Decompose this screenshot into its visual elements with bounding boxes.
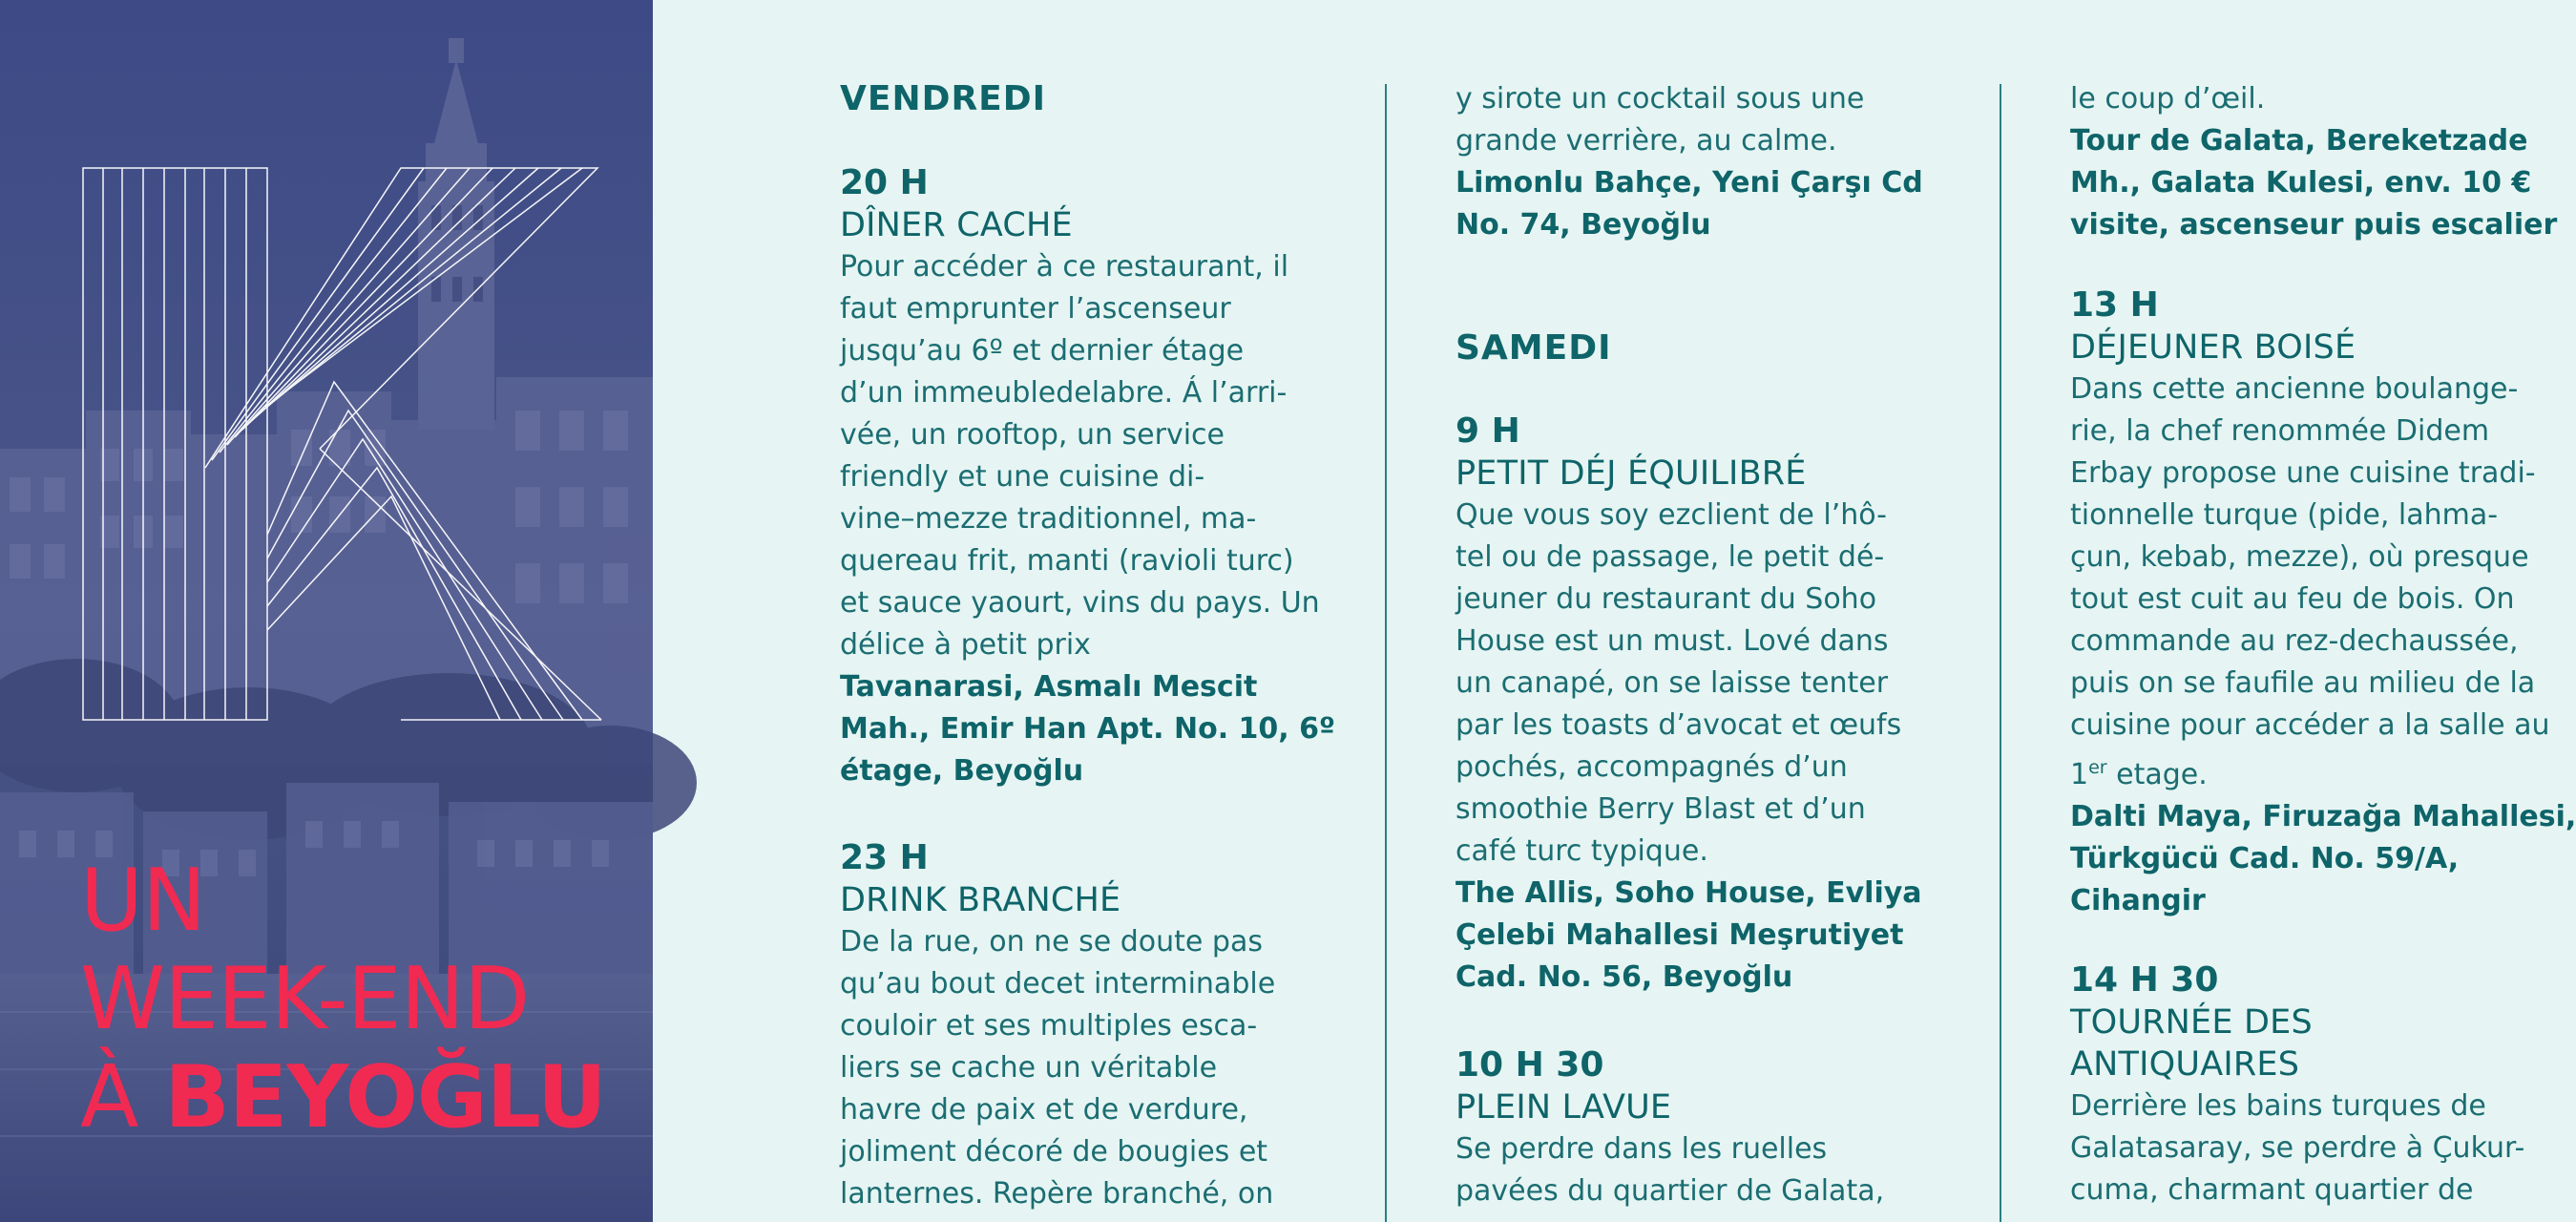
continued-text bbox=[2070, 78, 2557, 246]
event-address-line: The Allis, Soho House, Evliya bbox=[1456, 876, 1922, 910]
event-body-line: grande verrière, au calme. bbox=[1456, 124, 1837, 158]
ordinal-number: 1 bbox=[2070, 758, 2089, 791]
column-divider bbox=[2000, 84, 2001, 1222]
event-body-line: tout est cuit au feu de bois. On bbox=[2070, 582, 2515, 616]
cover-photo bbox=[0, 0, 653, 1222]
event-address-line: visite, ascenseur puis escalier bbox=[2070, 208, 2558, 242]
event-body-line: smoothie Berry Blast et d’un bbox=[1456, 792, 1866, 826]
event-body-line: pochés, accompagnés d’un bbox=[1456, 750, 1848, 784]
column-divider bbox=[1385, 84, 1387, 1222]
event-address-line: Limonlu Bahçe, Yeni Çarşı Cd bbox=[1456, 166, 1923, 200]
event-block bbox=[840, 162, 1335, 792]
event-title: DRINK BRANCHÉ bbox=[840, 881, 1121, 919]
event-body-line: tel ou de passage, le petit dé- bbox=[1456, 540, 1885, 574]
event-body-line: havre de paix et de verdure, bbox=[840, 1093, 1248, 1127]
event-body-line: par les toasts d’avocat et œufs bbox=[1456, 708, 1902, 742]
event-title: ANTIQUAIRES bbox=[2070, 1045, 2300, 1084]
event-body-line: quereau frit, manti (ravioli turc) bbox=[840, 544, 1294, 578]
ordinal-suffix: er bbox=[2088, 757, 2107, 778]
column-friday bbox=[840, 0, 1336, 1222]
event-body-line: Galatasaray, se perdre à Çukur- bbox=[2070, 1131, 2525, 1165]
event-address-line: Cihangir bbox=[2070, 884, 2206, 917]
event-address-line: No. 74, Beyoğlu bbox=[1456, 208, 1711, 242]
event-title: PETIT DÉJ ÉQUILIBRÉ bbox=[1456, 454, 1807, 493]
event-address-line: Cad. No. 56, Beyoğlu bbox=[1456, 960, 1793, 994]
event-address-line: étage, Beyoğlu bbox=[840, 754, 1084, 788]
event-body-line: friendly et une cuisine di- bbox=[840, 460, 1205, 494]
event-block bbox=[840, 837, 1275, 1215]
event-time: 13 H bbox=[2070, 285, 2159, 325]
event-body-line: pavées du quartier de Galata, bbox=[1456, 1174, 1885, 1208]
event-body-line: çun, kebab, mezze), où presque bbox=[2070, 540, 2529, 574]
headline-line-3-prefix: À bbox=[80, 1047, 165, 1148]
event-time: 20 H bbox=[840, 163, 929, 202]
event-body-line: cuisine pour accéder a la salle au bbox=[2070, 708, 2550, 742]
day-heading: SAMEDI bbox=[1456, 328, 1612, 368]
event-body-line: commande au rez-dechaussée, bbox=[2070, 624, 2519, 658]
event-body-line: cuma, charmant quartier de bbox=[2070, 1173, 2474, 1207]
event-address-line: Tour de Galata, Bereketzade bbox=[2070, 124, 2528, 158]
event-body-line: le coup d’œil. bbox=[2070, 82, 2266, 116]
event-address-line: Mah., Emir Han Apt. No. 10, 6º bbox=[840, 712, 1335, 746]
event-body-line: Dans cette ancienne boulange- bbox=[2070, 372, 2519, 406]
day-heading: VENDREDI bbox=[840, 79, 1047, 118]
event-body-line: liers se cache un véritable bbox=[840, 1051, 1218, 1085]
event-title: TOURNÉE DES bbox=[2070, 1003, 2313, 1042]
event-body-line: et sauce yaourt, vins du pays. Un bbox=[840, 586, 1320, 620]
event-address-line: Mh., Galata Kulesi, env. 10 € bbox=[2070, 166, 2532, 200]
event-address-line: Dalti Maya, Firuzağa Mahallesi, bbox=[2070, 800, 2576, 833]
event-block bbox=[2070, 284, 2576, 922]
event-body-line: café turc typique. bbox=[1456, 834, 1708, 868]
headline-place: BEYOĞLU bbox=[164, 1047, 606, 1148]
event-block bbox=[2070, 959, 2524, 1211]
event-body-line: faut emprunter l’ascenseur bbox=[840, 292, 1231, 326]
event-body-line: lanternes. Repère branché, on bbox=[840, 1177, 1274, 1211]
event-time: 10 H 30 bbox=[1456, 1045, 1604, 1085]
event-body-line: Que vous soy ezclient de l’hô- bbox=[1456, 498, 1887, 532]
event-body-line: Pour accéder à ce restaurant, il bbox=[840, 250, 1289, 284]
event-body-line: Erbay propose une cuisine tradi- bbox=[2070, 456, 2536, 490]
event-body-line-last bbox=[2070, 747, 2576, 796]
column-saturday bbox=[1456, 0, 1952, 1222]
column-saturday-continued bbox=[2070, 0, 2576, 1222]
event-body-line: y sirote un cocktail sous une bbox=[1456, 82, 1865, 116]
event-body-line: De la rue, on ne se doute pas bbox=[840, 925, 1263, 959]
event-body-line: vée, un rooftop, un service bbox=[840, 418, 1225, 452]
event-body-line: d’un immeubledelabre. Á l’arri- bbox=[840, 376, 1288, 410]
event-time: 14 H 30 bbox=[2070, 960, 2219, 1000]
event-body-line: couloir et ses multiples esca- bbox=[840, 1009, 1258, 1043]
cover-headline bbox=[80, 852, 606, 1147]
event-body-line: jusqu’au 6º et dernier étage bbox=[840, 334, 1245, 368]
event-address-line: Türkgücü Cad. No. 59/A, bbox=[2070, 842, 2460, 875]
event-body-line: jeuner du restaurant du Soho bbox=[1456, 582, 1877, 616]
event-body-line: vine–mezze traditionnel, ma- bbox=[840, 502, 1257, 536]
event-body-line: House est un must. Lové dans bbox=[1456, 624, 1889, 658]
event-body-line: un canapé, on se laisse tenter bbox=[1456, 666, 1889, 700]
event-block bbox=[1456, 411, 1922, 999]
event-body-line: puis on se faufile au milieu de la bbox=[2070, 666, 2536, 700]
ordinal-rest: etage. bbox=[2106, 758, 2208, 791]
event-body-line: qu’au bout decet interminable bbox=[840, 967, 1276, 1001]
event-address-line: Çelebi Mahallesi Meşrutiyet bbox=[1456, 918, 1904, 952]
event-body-line: Se perdre dans les ruelles bbox=[1456, 1132, 1828, 1166]
continued-text bbox=[1456, 78, 1923, 246]
headline-line-2: WEEK-END bbox=[80, 949, 530, 1049]
event-body-line: joliment décoré de bougies et bbox=[840, 1135, 1268, 1169]
headline-line-1: UN bbox=[80, 851, 206, 951]
event-body-line: Derrière les bains turques de bbox=[2070, 1089, 2486, 1123]
event-address-line: Tavanarasi, Asmalı Mescit bbox=[840, 670, 1258, 704]
event-title: DÉJEUNER BOISÉ bbox=[2070, 328, 2356, 367]
event-body-line: délice à petit prix bbox=[840, 628, 1091, 662]
event-title: PLEIN LAVUE bbox=[1456, 1088, 1672, 1127]
event-time: 9 H bbox=[1456, 411, 1520, 451]
event-time: 23 H bbox=[840, 838, 929, 877]
event-title: DÎNER CACHÉ bbox=[840, 206, 1073, 244]
event-body-line: tionnelle turque (pide, lahma- bbox=[2070, 498, 2499, 532]
event-block bbox=[1456, 1044, 1884, 1212]
event-body-line: rie, la chef renommée Didem bbox=[2070, 414, 2490, 448]
